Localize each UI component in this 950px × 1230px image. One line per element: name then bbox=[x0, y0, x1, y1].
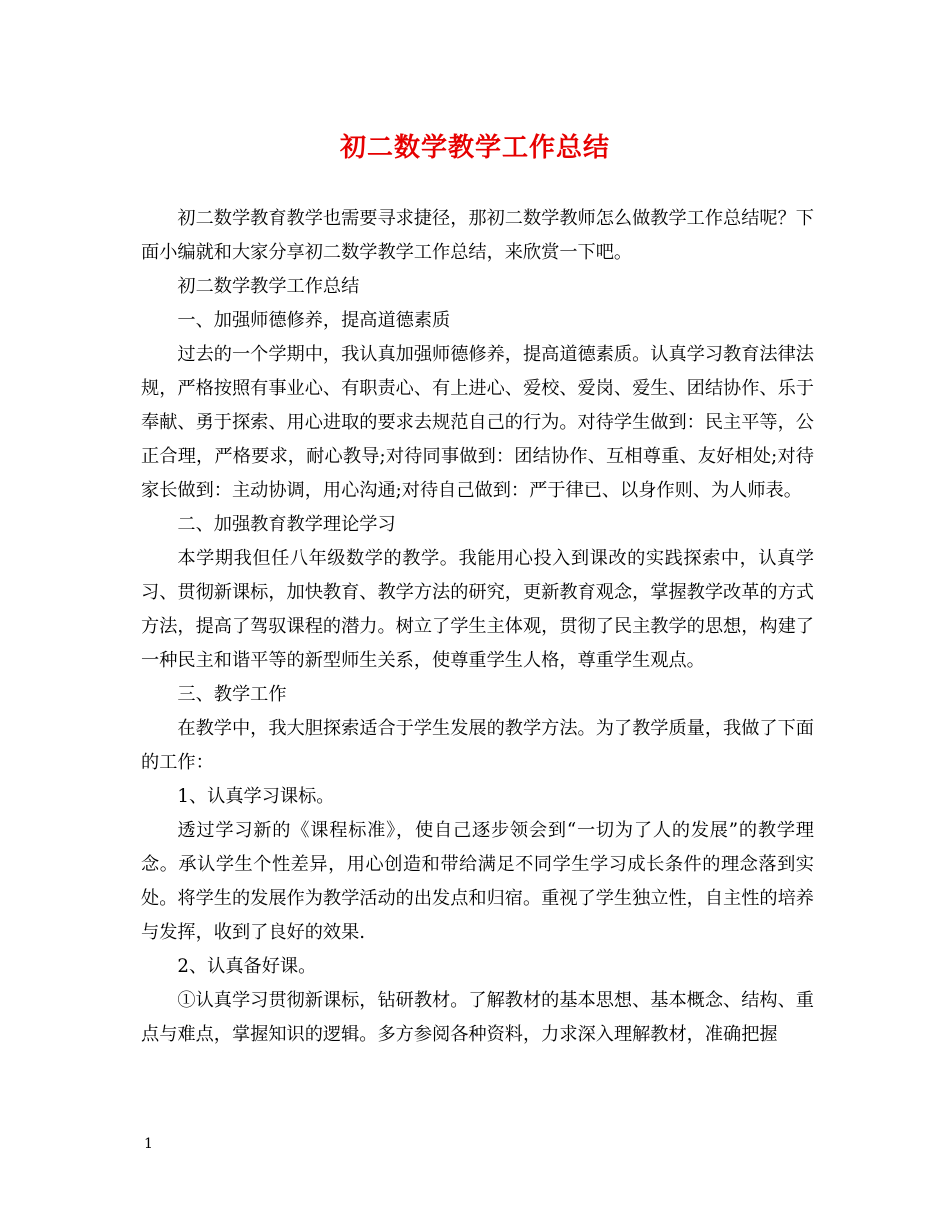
body-paragraph: ①认真学习贯彻新课标，钻研教材。了解教材的基本思想、基本概念、结构、重点与难点，掌握知识的逻辑。多方参阅各种资料，力求深入理解教材，准确把握 bbox=[141, 990, 814, 1045]
body-paragraph: 本学期我但任八年级数学的教学。我能用心投入到课改的实践探索中，认真学习、贯彻新课标，加快教育、教学方法的研究，更新教育观念，掌握教学改革的方式方法，提高了驾驭课程的潜力。树立了学生主体观，贯彻了民主教学的思想，构建了一种民主和谐平等的新型师生关系，使尊重学生人格，尊重学生观点。 bbox=[141, 548, 814, 671]
document-title: 初二数学教学工作总结 bbox=[339, 133, 610, 163]
subtitle-paragraph: 初二数学教学工作总结 bbox=[177, 276, 360, 297]
body-paragraph: 透过学习新的《课程标准》，使自己逐步领会到“一切为了人的发展”的教学理念。承认学生个性差异，用心创造和带给满足不同学生学习成长条件的理念落到实处。将学生的发展作为教学活动的出发点和归宿。重视了学生独立性，自主性的培养与发挥，收到了良好的效果. bbox=[141, 820, 814, 943]
section-heading-2: 二、加强教育教学理论学习 bbox=[177, 514, 396, 535]
body-paragraph: 过去的一个学期中，我认真加强师德修养，提高道德素质。认真学习教育法律法规，严格按照有事业心、有职责心、有上进心、爱校、爱岗、爱生、团结协作、乐于奉献、勇于探索、用心进取的要求去规范自己的行为。对待学生做到：民主平等，公正合理，严格要求，耐心教导;对待同事做到：团结协作、互相尊重、友好相处;对待家长做到：主动协调，用心沟通;对待自己做到：严于律已、以身作则、为人师表。 bbox=[141, 344, 814, 501]
section-heading-1: 一、加强师德修养，提高道德素质 bbox=[177, 310, 451, 331]
list-heading-2: 2、认真备好课。 bbox=[177, 956, 317, 977]
page-number: 1 bbox=[144, 1136, 153, 1152]
body-paragraph: 在教学中，我大胆探索适合于学生发展的教学方法。为了教学质量，我做了下面的工作： bbox=[141, 718, 814, 773]
document-body bbox=[141, 202, 814, 1052]
section-heading-3: 三、教学工作 bbox=[177, 684, 287, 705]
list-heading-1: 1、认真学习课标。 bbox=[177, 786, 335, 807]
intro-paragraph: 初二数学教育教学也需要寻求捷径，那初二数学教师怎么做教学工作总结呢？下面小编就和大家分享初二数学教学工作总结，来欣赏一下吧。 bbox=[141, 208, 814, 263]
